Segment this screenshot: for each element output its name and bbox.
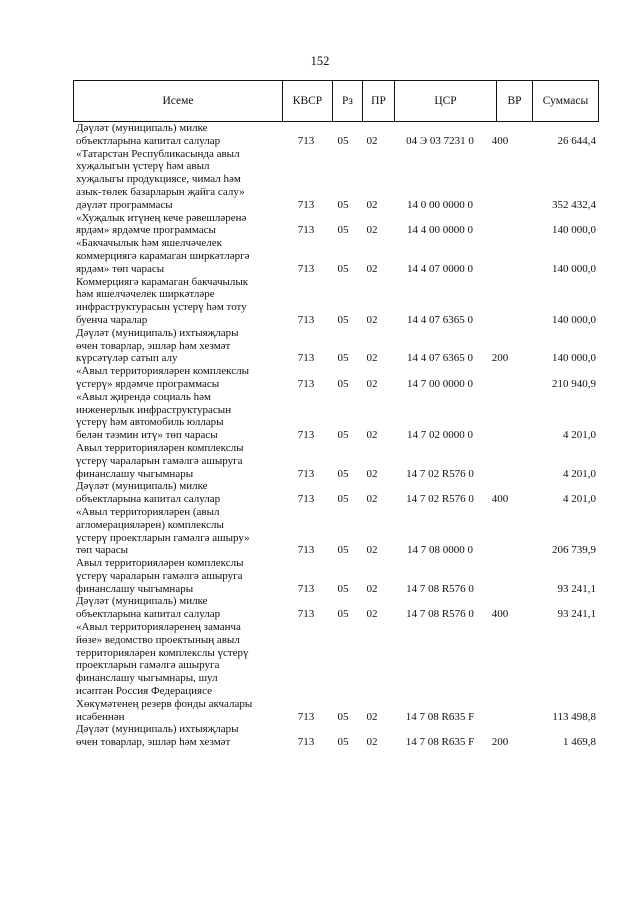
- row-name-line: финанслашу чыгымнары: [76, 467, 194, 480]
- row-rz: 05: [337, 134, 349, 147]
- table-row: [76, 480, 598, 506]
- table-row: [76, 327, 598, 365]
- row-name: [76, 723, 274, 749]
- row-name-line: объектларына капитал салулар: [76, 608, 221, 621]
- row-name-line: өчен товарлар, эшләр һәм хезмәт: [76, 339, 231, 352]
- row-csr: 14 4 00 0000 0: [407, 224, 473, 237]
- table-row: [76, 557, 598, 595]
- row-rz: 05: [337, 493, 349, 506]
- row-pr: 02: [366, 608, 378, 621]
- row-name-line: дәүләт программасы: [76, 198, 173, 211]
- row-sum: 4 201,0: [563, 467, 596, 480]
- row-sum: 93 241,1: [557, 608, 596, 621]
- row-rz: 05: [337, 544, 349, 557]
- row-rz: 05: [337, 582, 349, 595]
- row-name-line: йөзе» ведомство проектының авыл: [76, 633, 240, 646]
- row-name-line: «Хуҗалык итүнең кече рәвешләренә: [76, 211, 247, 224]
- row-csr: 14 7 02 R576 0: [406, 467, 474, 480]
- row-name-line: агломерацияләрен) комплекслы: [76, 518, 224, 531]
- row-csr: 14 7 08 R635 F: [405, 736, 475, 749]
- row-csr: 14 4 07 6365 0: [407, 352, 473, 365]
- row-sum: 1 469,8: [563, 736, 596, 749]
- table-row: [76, 595, 598, 621]
- row-csr: 14 7 08 R576 0: [406, 582, 474, 595]
- row-name: [76, 480, 274, 506]
- row-name-line: Авыл территорияләрен комплекслы: [76, 557, 244, 570]
- row-name-line: проектларын гамәлгә ашыруга: [76, 659, 220, 672]
- row-rz: 05: [337, 224, 349, 237]
- table-header: [73, 80, 599, 122]
- row-kvsr: 713: [297, 710, 315, 723]
- table-row: [76, 365, 598, 391]
- row-pr: 02: [366, 262, 378, 275]
- row-csr: 14 0 00 0000 0: [407, 198, 473, 211]
- row-rz: 05: [337, 352, 349, 365]
- row-rz: 05: [337, 262, 349, 275]
- row-name-line: объектларына капитал салулар: [76, 493, 221, 506]
- header-csr: ЦСР: [394, 81, 496, 121]
- row-name-line: үстерү чараларын гамәлгә ашыруга: [76, 569, 243, 582]
- row-pr: 02: [366, 377, 378, 390]
- row-kvsr: 713: [297, 198, 315, 211]
- row-name-line: ярдәм» ярдәмче программасы: [76, 224, 216, 237]
- row-name-line: Хөкүмәтенең резерв фонды акчалары: [76, 697, 253, 710]
- row-name-line: «Бакчачылык һәм яшелчәчелек: [76, 237, 223, 250]
- row-name: [76, 122, 274, 148]
- page-number: 152: [310, 54, 330, 68]
- row-name-line: Коммерциягә карамаган бакчачылык: [76, 275, 249, 288]
- row-sum: 140 000,0: [552, 352, 596, 365]
- row-pr: 02: [366, 134, 378, 147]
- row-kvsr: 713: [297, 429, 315, 442]
- row-name: [76, 391, 274, 442]
- row-csr: 14 7 02 0000 0: [407, 429, 473, 442]
- row-vr: 200: [491, 352, 509, 365]
- row-name-line: финанслашу чыгымнары: [76, 582, 194, 595]
- row-name-line: үстерү чараларын гамәлгә ашыруга: [76, 454, 243, 467]
- row-sum: 140 000,0: [552, 313, 596, 326]
- row-pr: 02: [366, 582, 378, 595]
- row-name-line: һәм яшелчәчелек ширкәтләре: [76, 288, 215, 301]
- row-name-line: Дәүләт (муниципаль) милке: [76, 122, 208, 134]
- row-name-line: хуҗалыгы продукциясе, чимал һәм: [76, 173, 241, 186]
- row-sum: 4 201,0: [563, 493, 596, 506]
- row-csr: 14 4 07 0000 0: [407, 262, 473, 275]
- row-vr: 400: [491, 134, 509, 147]
- row-name-line: Авыл территорияләрен комплекслы: [76, 441, 244, 454]
- row-pr: 02: [366, 313, 378, 326]
- row-name-line: Дәүләт (муниципаль) милке: [76, 480, 208, 493]
- row-name-line: төп чарасы: [76, 544, 129, 557]
- row-pr: 02: [366, 429, 378, 442]
- row-rz: 05: [337, 198, 349, 211]
- row-pr: 02: [366, 710, 378, 723]
- row-name-line: «Авыл территорияләрен комплекслы: [76, 365, 249, 378]
- row-pr: 02: [366, 467, 378, 480]
- row-name: [76, 276, 274, 327]
- row-name-line: «Татарстан Республикасында авыл: [76, 147, 240, 160]
- row-kvsr: 713: [297, 313, 315, 326]
- row-name: [76, 365, 274, 391]
- row-kvsr: 713: [297, 352, 315, 365]
- row-kvsr: 713: [297, 544, 315, 557]
- row-rz: 05: [337, 710, 349, 723]
- table-row: [76, 148, 598, 212]
- row-sum: 4 201,0: [563, 429, 596, 442]
- row-sum: 352 432,4: [552, 198, 596, 211]
- table-row: [76, 723, 598, 749]
- row-kvsr: 713: [297, 608, 315, 621]
- row-name: [76, 442, 274, 480]
- table-row: [76, 621, 598, 723]
- table-row: [76, 506, 598, 557]
- row-rz: 05: [337, 467, 349, 480]
- row-sum: 210 940,9: [552, 377, 596, 390]
- row-rz: 05: [337, 736, 349, 749]
- row-kvsr: 713: [297, 377, 315, 390]
- row-csr: 14 7 02 R576 0: [406, 493, 474, 506]
- row-name-line: өчен товарлар, эшләр һәм хезмәт: [76, 736, 231, 749]
- row-kvsr: 713: [297, 262, 315, 275]
- header-pr: ПР: [362, 81, 394, 121]
- row-sum: 140 000,0: [552, 262, 596, 275]
- row-pr: 02: [366, 736, 378, 749]
- row-name-line: үстерү» ярдәмче программасы: [76, 377, 220, 390]
- row-name-line: үстерү һәм автомобиль юллары: [76, 416, 224, 429]
- table-row: [76, 237, 598, 275]
- row-rz: 05: [337, 377, 349, 390]
- row-name: [76, 212, 274, 238]
- header-sum: Суммасы: [532, 81, 598, 121]
- row-kvsr: 713: [297, 736, 315, 749]
- row-kvsr: 713: [297, 493, 315, 506]
- row-rz: 05: [337, 429, 349, 442]
- row-rz: 05: [337, 608, 349, 621]
- row-kvsr: 713: [297, 134, 315, 147]
- row-name: [76, 621, 274, 723]
- row-vr: 200: [491, 736, 509, 749]
- row-csr: 14 7 00 0000 0: [407, 377, 473, 390]
- row-csr: 04 Э 03 7231 0: [406, 134, 474, 147]
- row-pr: 02: [366, 493, 378, 506]
- row-pr: 02: [366, 224, 378, 237]
- row-csr: 14 7 08 0000 0: [407, 544, 473, 557]
- table-row: [76, 391, 598, 442]
- row-name-line: хуҗалыгын үстерү һәм авыл: [76, 160, 210, 173]
- table-row: [76, 122, 598, 148]
- header-vr: ВР: [496, 81, 532, 121]
- row-name: [76, 148, 274, 212]
- row-name-line: территорияләрен комплекслы үстерү: [76, 646, 249, 659]
- row-name-line: «Авыл территорияләрен (авыл: [76, 505, 220, 518]
- row-pr: 02: [366, 352, 378, 365]
- row-name-line: «Авыл җирендә социаль һәм: [76, 390, 211, 403]
- header-name: Исеме: [162, 95, 194, 107]
- row-pr: 02: [366, 198, 378, 211]
- row-sum: 206 739,9: [552, 544, 596, 557]
- row-vr: 400: [491, 493, 509, 506]
- row-sum: 140 000,0: [552, 224, 596, 237]
- header-kvsr: КВСР: [282, 81, 332, 121]
- row-name-line: исәбеннән: [76, 710, 125, 723]
- row-name: [76, 327, 274, 365]
- row-csr: 14 4 07 6365 0: [407, 313, 473, 326]
- row-csr: 14 7 08 R635 F: [405, 710, 475, 723]
- row-name-line: объектларына капитал салулар: [76, 134, 221, 147]
- table-row: [76, 276, 598, 327]
- row-name-line: инженерлык инфраструктурасын: [76, 403, 232, 416]
- row-sum: 93 241,1: [557, 582, 596, 595]
- row-kvsr: 713: [297, 224, 315, 237]
- row-name-line: инфраструктурасын үстерү һәм тоту: [76, 301, 247, 314]
- table-row: [76, 212, 598, 238]
- row-sum: 113 498,8: [552, 710, 596, 723]
- row-name-line: Дәүләт (муниципаль) ихтыяҗлары: [76, 723, 239, 736]
- row-name-line: ярдәм» төп чарасы: [76, 262, 165, 275]
- row-name-line: Дәүләт (муниципаль) ихтыяҗлары: [76, 326, 239, 339]
- row-vr: 400: [491, 608, 509, 621]
- header-rz: Рз: [332, 81, 362, 121]
- row-name-line: күрсәтүләр сатып алу: [76, 352, 178, 365]
- row-name-line: үстерү проектларын гамәлгә ашыру»: [76, 531, 250, 544]
- row-sum: 26 644,4: [557, 134, 596, 147]
- table-row: [76, 442, 598, 480]
- row-kvsr: 713: [297, 582, 315, 595]
- row-name: [76, 237, 274, 275]
- row-name-line: белән тәэмин итү» төп чарасы: [76, 429, 218, 442]
- row-pr: 02: [366, 544, 378, 557]
- row-kvsr: 713: [297, 467, 315, 480]
- row-name-line: буенча чаралар: [76, 313, 148, 326]
- row-name-line: финанслашу чыгымнары, шул: [76, 672, 218, 685]
- row-name-line: Дәүләт (муниципаль) милке: [76, 595, 208, 608]
- row-name-line: коммерциягә карамаган ширкәтләргә: [76, 249, 250, 262]
- row-name-line: исәптән Россия Федерациясе: [76, 685, 212, 698]
- row-csr: 14 7 08 R576 0: [406, 608, 474, 621]
- row-rz: 05: [337, 313, 349, 326]
- row-name: [76, 557, 274, 595]
- row-name: [76, 595, 274, 621]
- row-name-line: «Авыл территорияләренең заманча: [76, 621, 241, 634]
- row-name: [76, 506, 274, 557]
- row-name-line: азык-төлек базарларын җайга салу»: [76, 185, 245, 198]
- table-body: [76, 122, 598, 749]
